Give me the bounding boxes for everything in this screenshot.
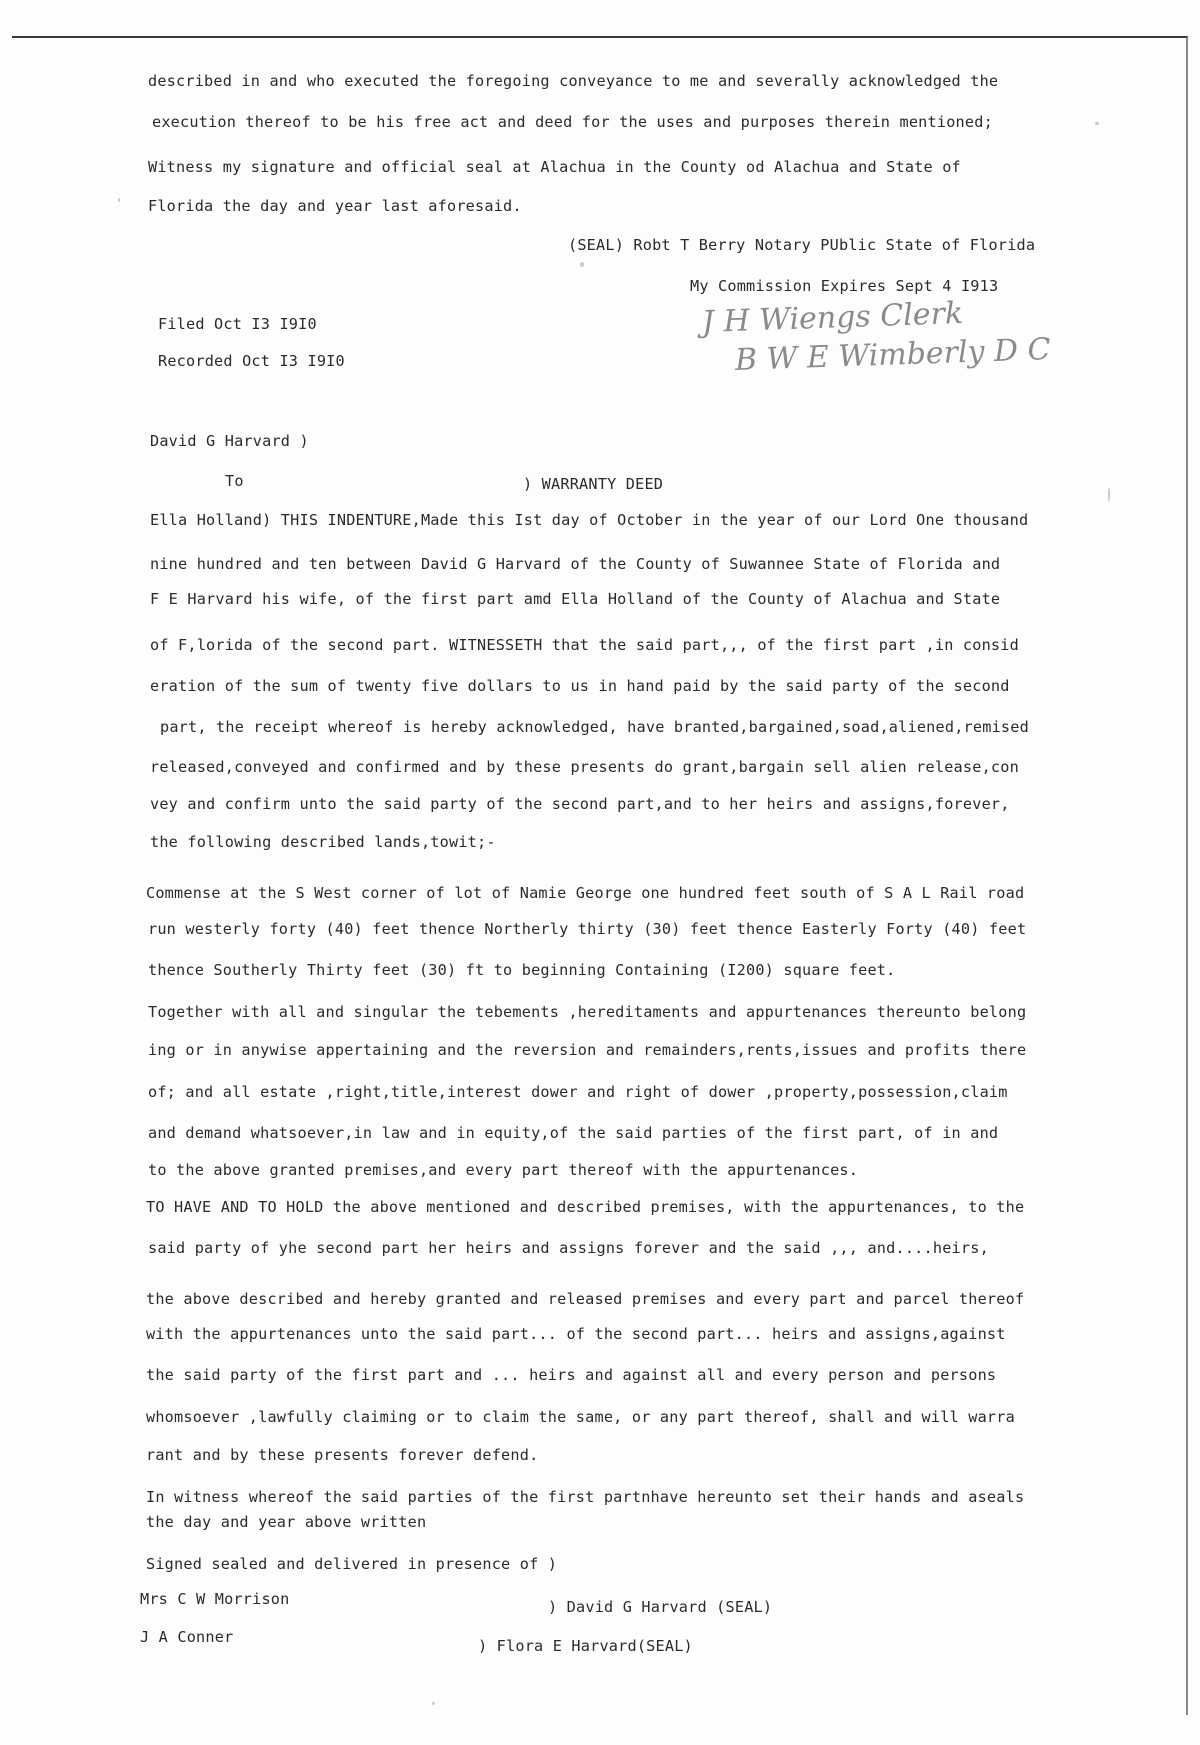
habendum-line: with the appurtenances unto the said part... of the second part... heirs and assigns,against — [146, 1325, 1006, 1343]
notary-line: described in and who executed the foregoing conveyance to me and severally acknowledged the — [148, 72, 999, 90]
legal-description-line: run westerly forty (40) feet thence Northerly thirty (30) feet thence Easterly Forty (40) feet — [148, 920, 1027, 938]
testimonium-line: In witness whereof the said parties of the first partnhave hereunto set their hands and aseals — [146, 1488, 1025, 1506]
grantor-signature: ) David G Harvard (SEAL) — [548, 1598, 773, 1616]
recorded-date: Recorded Oct I3 I9I0 — [158, 352, 345, 370]
deed-type: ) WARRANTY DEED — [523, 475, 664, 493]
body-line: F E Harvard his wife, of the first part amd Ella Holland of the County of Alachua and State — [150, 590, 1001, 608]
body-line: of F,lorida of the second part. WITNESSETH that the said part,,, of the first part ,in consid — [150, 636, 1019, 654]
ink-speck — [432, 1702, 435, 1705]
notary-seal-line: (SEAL) Robt T Berry Notary PUblic State of Florida — [568, 236, 1036, 254]
witness-name: Mrs C W Morrison — [140, 1590, 290, 1608]
caption-to: To — [225, 472, 244, 490]
body-line: eration of the sum of twenty five dollars to us in hand paid by the said party of the second — [150, 677, 1010, 695]
legal-description-line: Commense at the S West corner of lot of Namie George one hundred feet south of S A L Rail road — [146, 884, 1025, 902]
body-line: vey and confirm unto the said party of the second part,and to her heirs and assigns,forever, — [150, 795, 1010, 813]
body-line: Together with all and singular the tebements ,hereditaments and appurtenances thereunto belong — [148, 1003, 1027, 1021]
notary-line: Florida the day and year last aforesaid. — [148, 197, 522, 215]
habendum-line: the above described and hereby granted and released premises and every part and parcel thereof — [146, 1290, 1025, 1308]
grantor-signature: ) Flora E Harvard(SEAL) — [478, 1637, 693, 1655]
body-line: released,conveyed and confirmed and by these presents do grant,bargain sell alien release,con — [150, 758, 1019, 776]
habendum-line: the said party of the first part and ... heirs and against all and every person and persons — [146, 1366, 997, 1384]
body-line: and demand whatsoever,in law and in equity,of the said parties of the first part, of in and — [148, 1124, 999, 1142]
grantor-name: David G Harvard ) — [150, 432, 309, 450]
ink-speck — [118, 198, 120, 202]
body-line: the following described lands,towit;- — [150, 833, 496, 851]
body-line: of; and all estate ,right,title,interest dower and right of dower ,property,possession,claim — [148, 1083, 1008, 1101]
body-line: nine hundred and ten between David G Harvard of the County of Suwannee State of Florida and — [150, 555, 1001, 573]
notary-line: execution thereof to be his free act and deed for the uses and purposes therein mentioned; — [152, 113, 993, 131]
testimonium-line: the day and year above written — [146, 1513, 427, 1531]
ink-speck — [1095, 122, 1099, 125]
ink-speck — [1108, 488, 1110, 502]
clerk-signature-line: J H Wiengs Clerk — [701, 295, 964, 340]
attestation-line: Signed sealed and delivered in presence of ) — [146, 1555, 558, 1573]
notary-line: Witness my signature and official seal at Alachua in the County od Alachua and State of — [148, 158, 961, 176]
habendum-line: TO HAVE AND TO HOLD the above mentioned and described premises, with the appurtenances, to the — [146, 1198, 1025, 1216]
habendum-line: said party of yhe second part her heirs and assigns forever and the said ,,, and....heirs, — [148, 1239, 989, 1257]
witness-name: J A Conner — [140, 1628, 234, 1646]
ink-speck — [580, 262, 584, 267]
commission-expiry: My Commission Expires Sept 4 I913 — [690, 277, 999, 295]
habendum-line: whomsoever ,lawfully claiming or to claim the same, or any part thereof, shall and will warra — [146, 1408, 1015, 1426]
body-line: part, the receipt whereof is hereby acknowledged, have branted,bargained,soad,aliened,remised — [160, 718, 1029, 736]
legal-description-line: thence Southerly Thirty feet (30) ft to beginning Containing (I200) square feet. — [148, 961, 896, 979]
body-line: ing or in anywise appertaining and the reversion and remainders,rents,issues and profits there — [148, 1041, 1027, 1059]
body-line: Ella Holland) THIS INDENTURE,Made this Ist day of October in the year of our Lord One thousand — [150, 511, 1029, 529]
filed-date: Filed Oct I3 I9I0 — [158, 315, 317, 333]
habendum-line: rant and by these presents forever defend. — [146, 1446, 539, 1464]
deputy-clerk-signature-line: B W E Wimberly D C — [734, 331, 1052, 378]
body-line: to the above granted premises,and every part thereof with the appurtenances. — [148, 1161, 859, 1179]
